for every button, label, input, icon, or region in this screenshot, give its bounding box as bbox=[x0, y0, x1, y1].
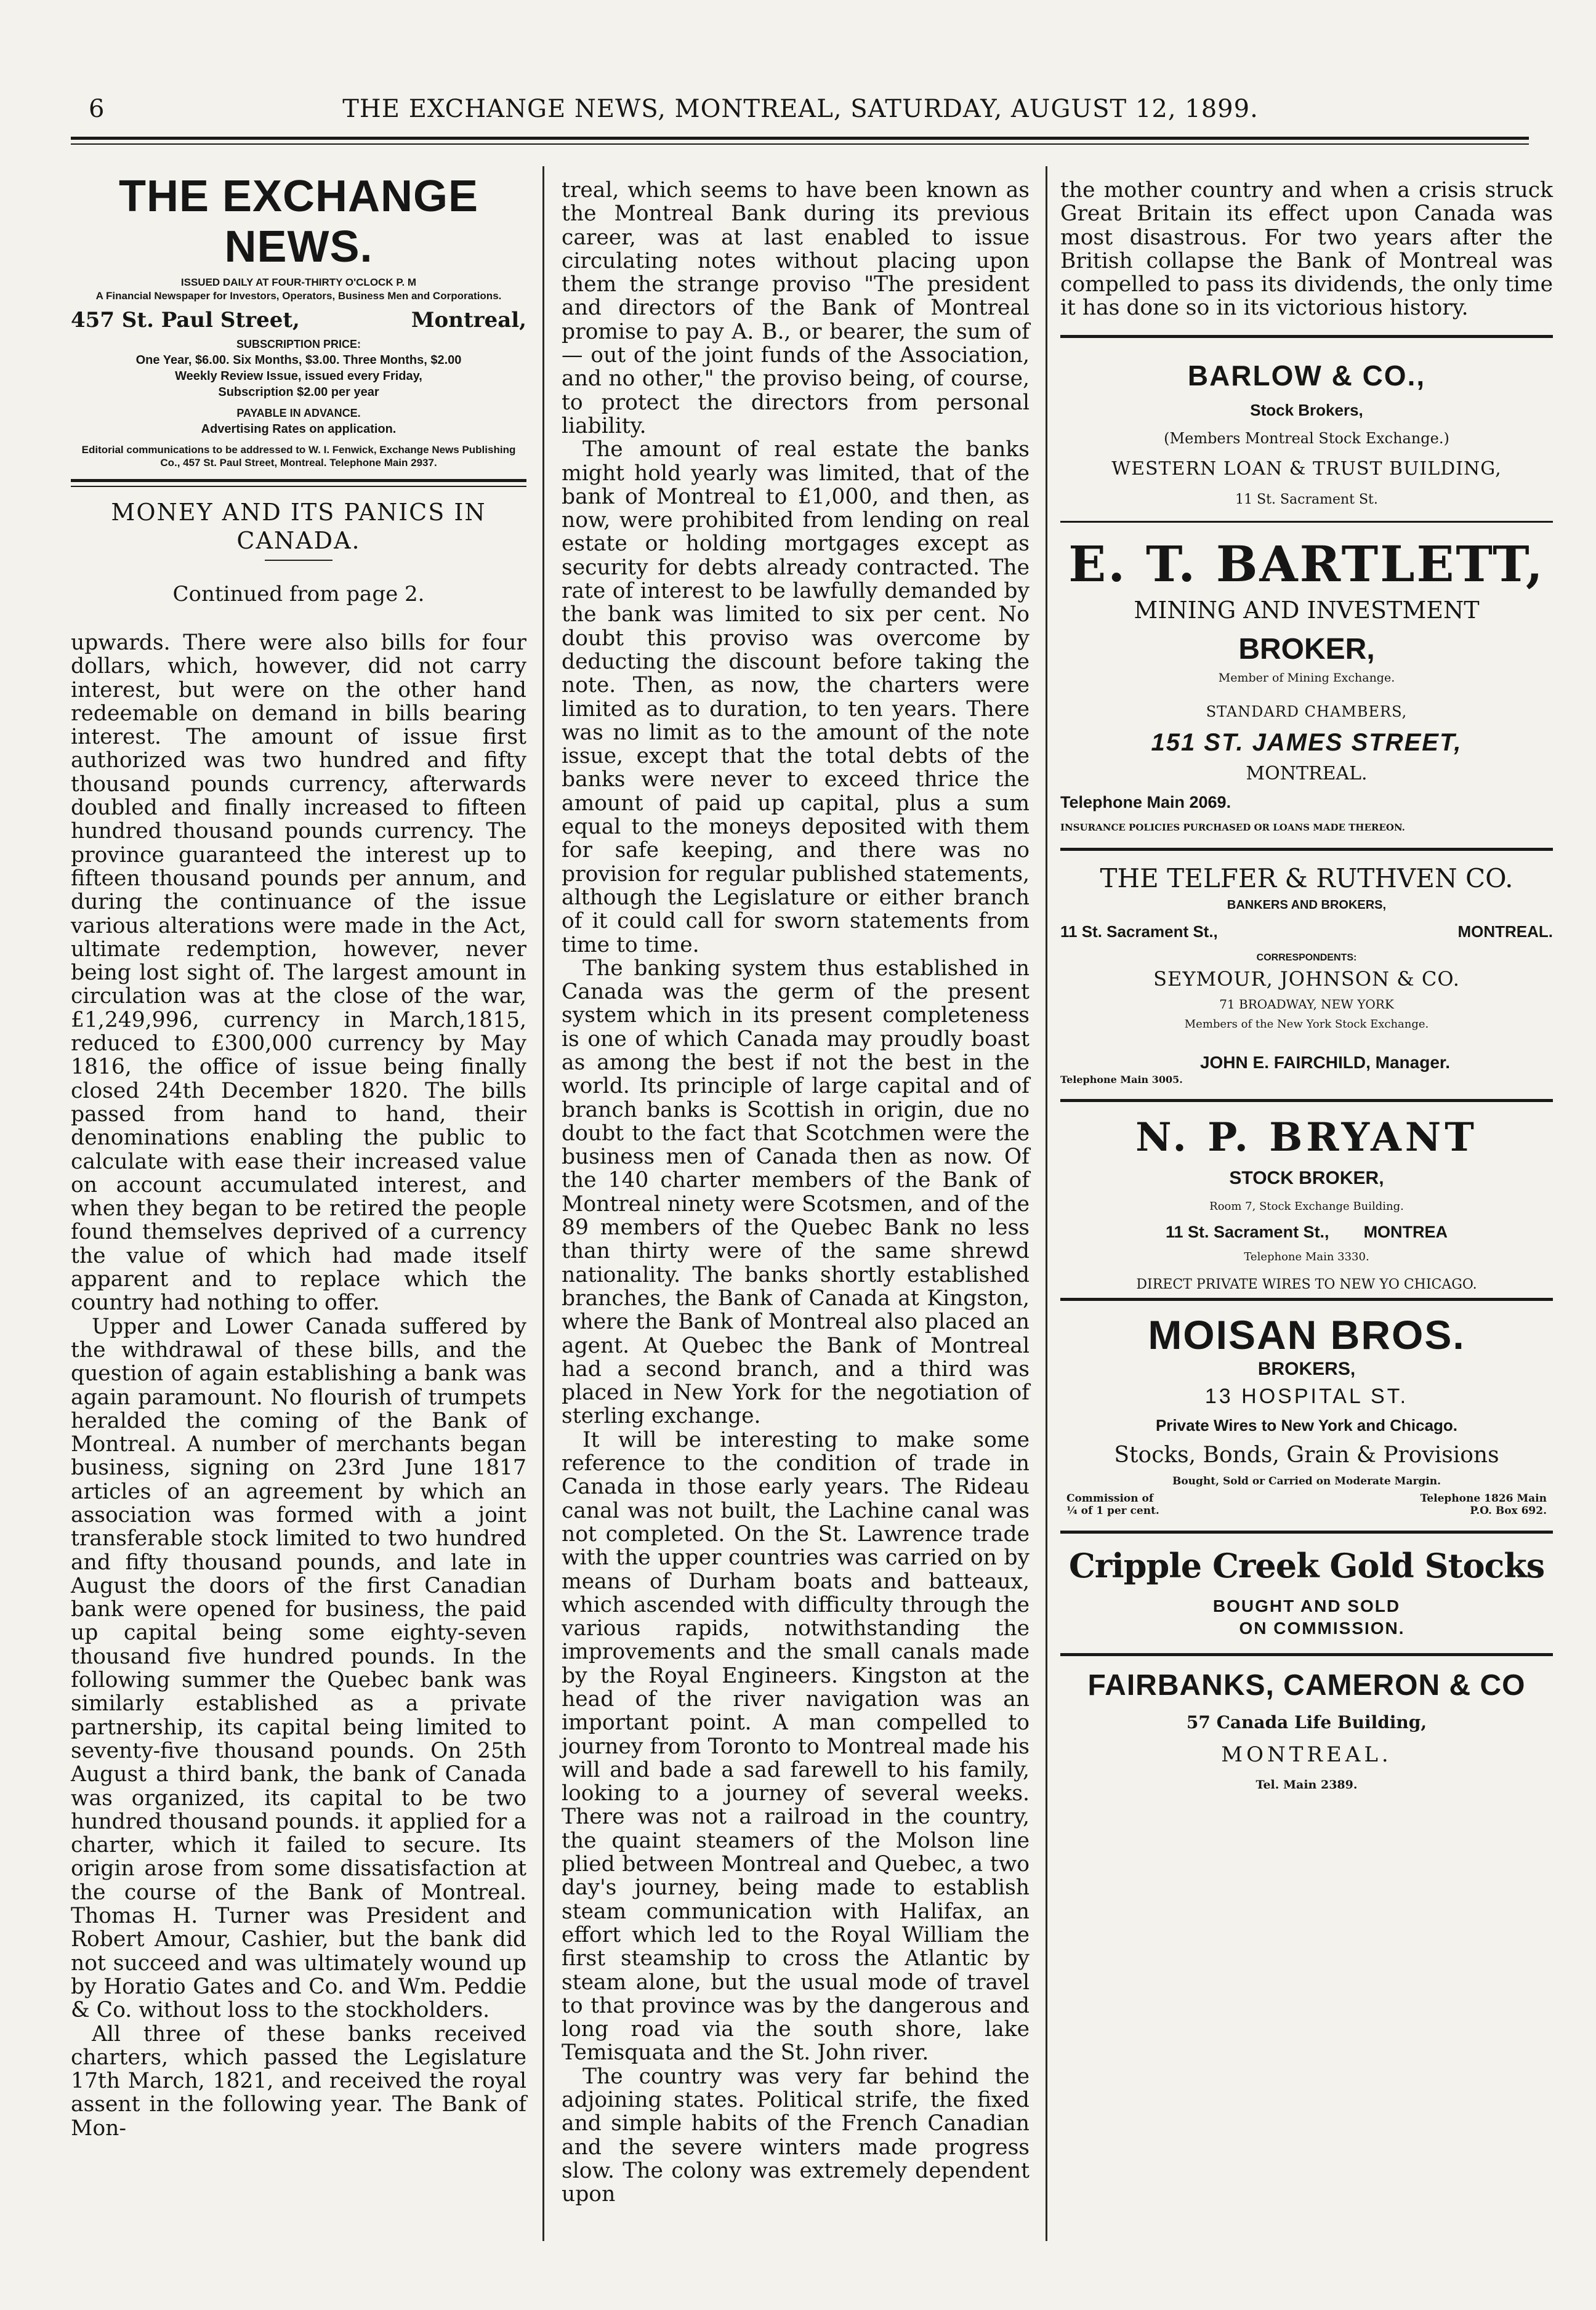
ad-moisan-commission-l1: Commission of bbox=[1066, 1492, 1154, 1505]
ad-telfer-manager: JOHN E. FAIRCHILD, Manager. bbox=[1199, 1052, 1451, 1072]
ad-moisan-bought: Bought, Sold or Carried on Moderate Margin. bbox=[1172, 1475, 1441, 1487]
weekly-price: Subscription $2.00 per year bbox=[218, 385, 379, 399]
editorial-line: Editorial communications to be addressed to W. I. Fenwick, Exchange News Publishing Co., 457 St. Paul Street, Montreal. Telephone Main 2937. bbox=[81, 444, 516, 469]
ad-bryant-street: 11 St. Sacrament St., bbox=[1165, 1222, 1329, 1241]
continued-note: Continued from page 2. bbox=[172, 582, 425, 606]
ad-telfer-nyse: Members of the New York Stock Exchange. bbox=[1184, 1017, 1429, 1031]
article-paragraph: The country was very far behind the adjoining states. Political strife, the fixed and simple habits of the French Canadian and the severe winters made progress slow. The colony was extremely dependent upon bbox=[562, 2064, 1030, 2207]
masthead-rule bbox=[71, 479, 526, 482]
ad-bartlett-line1: MINING AND INVESTMENT bbox=[1134, 596, 1480, 624]
ad-bryant-role: STOCK BROKER, bbox=[1229, 1167, 1384, 1188]
ad-bartlett-chambers: STANDARD CHAMBERS, bbox=[1206, 702, 1408, 720]
ad-cripple-title: Cripple Creek Gold Stocks bbox=[1068, 1545, 1545, 1585]
article-paragraph: the mother country and when a crisis struck Great Britain its effect upon Canada was most disastrous. For two years after the British collapse the Bank of Montreal was compelled to pass its dividends, the only time it has done so in its victorious history. bbox=[1060, 178, 1553, 321]
ad-bryant-room: Room 7, Stock Exchange Building. bbox=[1209, 1199, 1404, 1213]
ad-bryant-phone: Telephone Main 3330. bbox=[1244, 1250, 1369, 1263]
ad-fairbanks-name: FAIRBANKS, CAMERON & CO bbox=[1087, 1668, 1526, 1702]
article-paragraph: All three of these banks received charters, which passed the Legislature 17th March, 1821, and received the royal assent in the following year. The Bank of Mon- bbox=[71, 2021, 526, 2141]
column-rule-2 bbox=[1046, 166, 1047, 2241]
ad-barlow-name: BARLOW & CO., bbox=[1187, 359, 1426, 392]
ad-barlow-members: (Members Montreal Stock Exchange.) bbox=[1164, 429, 1449, 447]
article-title bbox=[71, 498, 526, 555]
issued-line: ISSUED DAILY AT FOUR-THIRTY O'CLOCK P. M bbox=[180, 276, 417, 288]
ad-bartlett-name: E. T. BARTLETT, bbox=[1068, 534, 1545, 593]
advertising-line: Advertising Rates on application. bbox=[201, 422, 397, 436]
ad-barlow-role: Stock Brokers, bbox=[1250, 400, 1363, 419]
ad-telfer-correspondents: CORRESPONDENTS: bbox=[1256, 952, 1357, 963]
page-number: 6 bbox=[89, 95, 105, 123]
ad-bartlett-member: Member of Mining Exchange. bbox=[1218, 670, 1395, 685]
ad-telfer-broadway: 71 BROADWAY, NEW YORK bbox=[1219, 996, 1394, 1012]
ad-bryant-wires: DIRECT PRIVATE WIRES TO NEW YO CHICAGO. bbox=[1136, 1276, 1477, 1292]
ad-bryant-name: N. P. BRYANT bbox=[1135, 1114, 1478, 1161]
article-paragraph: Upper and Lower Canada suffered by the withdrawal of these bills, and the question of again establishing a bank was again paramount. No flourish of trumpets heralded the coming of the Bank of Montreal. A number of merchants began business, signing on 23rd June 1817 articles of an agreement by which an association was formed with a joint transferable stock limited to two hundred and fifty thousand pounds, and late in August the doors of the first Canadian bank were opened for business, the paid up capital being some eighty-seven thousand five hundred pounds. In the following summer the Quebec bank was similarly established as a private partnership, its capital being limited to seventy-five thousand pounds. On 25th August a third bank, the bank of Canada was organized, its capital to be two hundred thousand pounds. it applied for a charter, which it failed to secure. Its origin arose from some dissatisfaction at the course of the Bank of Montreal. Thomas H. Turner was President and Robert Amour, Cashier, but the bank did not succeed and was ultimately wound up by Horatio Gates and Co. and Wm. Peddie & Co. without loss to the stockholders. bbox=[71, 1314, 526, 2023]
ad-separator bbox=[1060, 1298, 1553, 1301]
ad-cripple-line1: BOUGHT AND SOLD bbox=[1212, 1596, 1401, 1616]
article-paragraph: It will be interesting to make some reference to the condition of trade in Canada in those early years. The Rideau canal was not built, the Lachine canal was not completed. On the St. Lawrence trade with the upper countries was carried on by means of Durham boats and batteaux, which ascended with difficulty through the various rapids, notwithstanding the improvements and the small canals made by the Royal Engineers. Kingston at the head of the river navigation was an important point. A man compelled to journey from Toronto to Montreal made his will and bade a sad farewell to his family, looking to a journey of several weeks. There was not a railroad in the country, the quaint steamers of the Molson line plied between Montreal and Quebec, a two day's journey, being made to establish steam communication with Halifax, an effort which led to the Royal William the first steamship to cross the Atlantic by steam alone, but the usual mode of travel to that province was by the dangerous and long road via the south shore, lake Temisquata and the St. John river. bbox=[562, 1427, 1030, 2066]
masthead-rule-thin bbox=[71, 486, 526, 487]
tagline: A Financial Newspaper for Investors, Operators, Business Men and Corporations. bbox=[95, 290, 502, 302]
ad-bartlett-street: 151 ST. JAMES STREET, bbox=[1151, 728, 1462, 756]
ad-bartlett-city: MONTREAL. bbox=[1246, 762, 1368, 784]
article-title-line2: CANADA. bbox=[236, 527, 361, 554]
ad-telfer-phone: Telephone Main 3005. bbox=[1060, 1073, 1183, 1085]
ad-moisan-commission bbox=[1066, 1492, 1159, 1517]
ad-telfer-street: 11 St. Sacrament St., bbox=[1060, 922, 1218, 941]
ad-telfer-role: BANKERS AND BROKERS, bbox=[1227, 898, 1387, 912]
ad-bartlett-line2: BROKER, bbox=[1238, 632, 1375, 666]
title-rule bbox=[265, 560, 332, 561]
ad-separator bbox=[1060, 335, 1553, 338]
ad-separator bbox=[1060, 521, 1553, 523]
ad-telfer bbox=[1060, 863, 1553, 1085]
ad-telfer-city: MONTREAL. bbox=[1457, 922, 1553, 941]
ad-telfer-seymour: SEYMOUR, JOHNSON & CO. bbox=[1153, 967, 1460, 991]
ad-separator bbox=[1060, 1653, 1553, 1656]
address-city: Montreal, bbox=[411, 308, 526, 332]
column-1 bbox=[71, 166, 526, 2140]
street-address: 457 St. Paul Street, bbox=[71, 308, 300, 332]
ad-telfer-address bbox=[1060, 922, 1553, 941]
ad-telfer-name: THE TELFER & RUTHVEN CO. bbox=[1100, 863, 1513, 893]
ad-separator bbox=[1060, 1099, 1553, 1102]
article-paragraph: upwards. There were also bills for four dollars, which, however, did not carry interest, but were on the other hand redeemable on demand in bills bearing interest. The amount of issue first authorized was two hundred and fifty thousand pounds currency, afterwards doubled and finally increased to fifteen hundred thousand pounds currency. The province guaranteed the interest up to fifteen thousand pounds per annum, and during the continuance of the issue various alterations were made in the Act, ultimate redemption, however, never being lost sight of. The largest amount in circulation was at the close of the war, £1,249,996, currency in March,1815, reduced to £300,000 currency by May 1816, the office of issue being finally closed 24th December 1820. The bills passed from hand to hand, their denominations enabling the public to calculate with ease their increased value on account accumulated interest, and when they began to be retired the people found themselves deprived of a currency the value of which had made itself apparent and to replace which the country had nothing to offer. bbox=[71, 630, 526, 1316]
ad-cripple-line2: ON COMMISSION. bbox=[1239, 1618, 1405, 1638]
ad-moisan-role: BROKERS, bbox=[1257, 1358, 1356, 1379]
ad-moisan-wires: Private Wires to New York and Chicago. bbox=[1155, 1415, 1458, 1435]
ad-bartlett bbox=[1060, 535, 1553, 833]
ad-moisan-stocks: Stocks, Bonds, Grain & Provisions bbox=[1114, 1442, 1499, 1468]
ad-bryant-city: MONTREA bbox=[1363, 1222, 1448, 1241]
article-title-line1: MONEY AND ITS PANICS IN bbox=[111, 499, 486, 526]
subscription-prices: One Year, $6.00. Six Months, $3.00. Three Months, $2.00 bbox=[135, 353, 462, 367]
payable-line: PAYABLE IN ADVANCE. bbox=[236, 407, 361, 419]
ad-moisan-commission-l2: ¼ of 1 per cent. bbox=[1066, 1504, 1159, 1517]
weekly-issue: Weekly Review Issue, issued every Friday, bbox=[175, 369, 422, 383]
ad-barlow-street: 11 St. Sacrament St. bbox=[1235, 491, 1378, 507]
article-paragraph: The banking system thus established in Canada was the germ of the present system which in its present completeness is one of which Canada may proudly boast as among the best if not the best in the world. Its principle of large capital and of branch banks is Scottish in origin, due no doubt to the fact that Scotchmen were the business men of Canada then as now. Of the 140 charter members of the Bank of Montreal ninety were Scotsmen, and of the 89 members of the Quebec Bank no less than thirty were of the same shrewd nationality. The banks shortly established branches, the Bank of Canada at Kingston, where the Bank of Montreal also placed an agent. At Quebec the Bank of Montreal had a second branch, and a third was placed in New York for the negotiation of sterling exchange. bbox=[562, 956, 1030, 1429]
ad-fairbanks-building: 57 Canada Life Building, bbox=[1186, 1712, 1427, 1732]
ad-moisan bbox=[1060, 1313, 1553, 1517]
ad-separator bbox=[1060, 1531, 1553, 1534]
running-head bbox=[68, 92, 1533, 129]
running-title: THE EXCHANGE NEWS, MONTREAL, SATURDAY, AUGUST 12, 1899. bbox=[342, 95, 1259, 123]
ad-bartlett-insurance: INSURANCE POLICIES PURCHASED OR LOANS MADE THEREON. bbox=[1060, 821, 1405, 833]
header-rule bbox=[71, 137, 1529, 140]
column-2 bbox=[562, 179, 1030, 2207]
subscription-heading: SUBSCRIPTION PRICE: bbox=[236, 338, 361, 350]
ad-moisan-phone bbox=[1421, 1492, 1547, 1517]
ad-bartlett-phone: Telephone Main 2069. bbox=[1060, 792, 1231, 811]
column-rule-1 bbox=[542, 166, 544, 2241]
column-3 bbox=[1060, 179, 1553, 1792]
ad-barlow-building: WESTERN LOAN & TRUST BUILDING, bbox=[1111, 457, 1502, 480]
ad-moisan-name: MOISAN BROS. bbox=[1148, 1311, 1465, 1358]
article-paragraph: The amount of real estate the banks might hold yearly was limited, that of the bank of Montreal to £1,000, and then, as now, were prohibited from lending on real estate or holding mortgages except as security for debts already contracted. The rate of interest to be lawfully demanded by the bank was limited to six per cent. No doubt this proviso was overcome by deducting the discount before taking the note. Then, as now, the charters were limited as to duration, to ten years. There was no limit as to the amount of the note issue, except that the total debts of the banks were never to exceed thrice the amount of paid up capital, plus a sum equal to the moneys deposited with them for safe keeping, and there was no provision for regular published statements, although the Legislature or either branch of it could call for sworn statements from time to time. bbox=[562, 437, 1030, 957]
ad-fairbanks-city: MONTREAL. bbox=[1221, 1742, 1392, 1767]
address-line bbox=[71, 308, 526, 332]
ad-bryant-address bbox=[1060, 1223, 1553, 1242]
ad-cripple-creek bbox=[1060, 1546, 1553, 1638]
ad-moisan-street: 13 HOSPITAL ST. bbox=[1204, 1384, 1409, 1408]
header-rule-thin bbox=[71, 143, 1529, 145]
ad-separator bbox=[1060, 848, 1553, 851]
paper-name: THE EXCHANGE NEWS. bbox=[118, 172, 479, 272]
ad-bryant bbox=[1060, 1114, 1553, 1293]
ad-fairbanks bbox=[1060, 1668, 1553, 1792]
article-paragraph: treal, which seems to have been known as the Montreal Bank during its previous career, was at last enabled to issue circulating notes without placing upon them the strange proviso "The president and directors of the Bank of Montreal promise to pay A. B., or bearer, the sum of — out of the joint funds of the Association, and no other," the proviso being, of course, to protect the directors from personal liability. bbox=[562, 178, 1030, 438]
ad-fairbanks-phone: Tel. Main 2389. bbox=[1255, 1777, 1358, 1792]
masthead bbox=[71, 171, 526, 469]
ad-moisan-footer bbox=[1060, 1492, 1553, 1517]
ad-moisan-phone-l2: P.O. Box 692. bbox=[1470, 1504, 1547, 1517]
ad-moisan-phone-l1: Telephone 1826 Main bbox=[1420, 1492, 1547, 1505]
ad-barlow bbox=[1060, 359, 1553, 507]
